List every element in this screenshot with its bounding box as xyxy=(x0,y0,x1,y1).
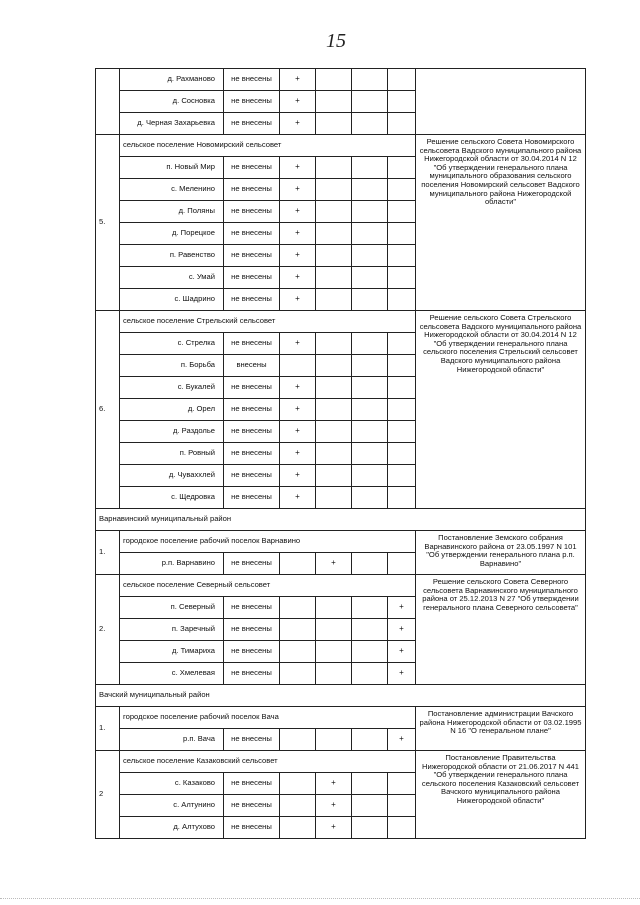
status-cell: не внесены xyxy=(224,773,280,795)
mark-cell: + xyxy=(280,465,316,487)
mark-cell xyxy=(388,377,416,399)
status-cell: не внесены xyxy=(224,597,280,619)
settlement-name: п. Северный xyxy=(120,597,224,619)
settlement-name: с. Меленино xyxy=(120,179,224,201)
group-title: сельское поселение Новомирский сельсовет xyxy=(120,135,416,157)
status-cell: не внесены xyxy=(224,729,280,751)
mark-cell xyxy=(388,113,416,135)
mark-cell: + xyxy=(280,267,316,289)
mark-cell xyxy=(316,91,352,113)
group-title: сельское поселение Казаковский сельсовет xyxy=(120,751,416,773)
settlement-group-header xyxy=(96,707,586,729)
mark-cell xyxy=(280,663,316,685)
group-note xyxy=(416,69,586,135)
mark-cell xyxy=(316,179,352,201)
mark-cell xyxy=(388,179,416,201)
status-cell: не внесены xyxy=(224,487,280,509)
mark-cell xyxy=(352,333,388,355)
mark-cell: + xyxy=(280,333,316,355)
settlement-name: р.п. Варнавино xyxy=(120,553,224,575)
mark-cell xyxy=(316,289,352,311)
settlement-name: с. Умай xyxy=(120,267,224,289)
mark-cell xyxy=(352,553,388,575)
mark-cell: + xyxy=(388,597,416,619)
mark-cell xyxy=(316,465,352,487)
group-title: сельское поселение Северный сельсовет xyxy=(120,575,416,597)
status-cell: не внесены xyxy=(224,817,280,839)
mark-cell xyxy=(316,377,352,399)
group-note: Постановление администрации Вачского района Нижегородской области от 03.02.1995 N 16 "О генеральном плане" xyxy=(416,707,586,751)
mark-cell: + xyxy=(280,223,316,245)
mark-cell xyxy=(352,817,388,839)
mark-cell: + xyxy=(316,795,352,817)
mark-cell: + xyxy=(280,487,316,509)
settlement-name: с. Шадрино xyxy=(120,289,224,311)
mark-cell xyxy=(316,223,352,245)
region-row xyxy=(96,685,586,707)
mark-cell xyxy=(352,487,388,509)
group-note: Решение сельского Совета Стрельского сельсовета Вадского муниципального района Нижегородской области от 30.04.2014 N 12 "Об утверждении генерального плана сельского поселения Стрельский сельсовет Вадского муниципального района Нижегородской области" xyxy=(416,311,586,509)
mark-cell xyxy=(352,641,388,663)
mark-cell xyxy=(316,355,352,377)
mark-cell xyxy=(388,399,416,421)
status-cell: не внесены xyxy=(224,663,280,685)
status-cell: не внесены xyxy=(224,465,280,487)
mark-cell: + xyxy=(280,399,316,421)
mark-cell xyxy=(388,465,416,487)
settlement-group-header xyxy=(96,531,586,553)
region-name: Вачский муниципальный район xyxy=(96,685,586,707)
group-number: 1. xyxy=(96,531,120,575)
status-cell: не внесены xyxy=(224,69,280,91)
mark-cell xyxy=(316,113,352,135)
mark-cell xyxy=(352,245,388,267)
mark-cell xyxy=(388,817,416,839)
mark-cell xyxy=(352,597,388,619)
mark-cell: + xyxy=(280,157,316,179)
mark-cell xyxy=(388,223,416,245)
mark-cell: + xyxy=(280,69,316,91)
mark-cell xyxy=(352,289,388,311)
mark-cell: + xyxy=(280,377,316,399)
status-cell: не внесены xyxy=(224,795,280,817)
status-cell: не внесены xyxy=(224,421,280,443)
group-number xyxy=(96,69,120,135)
settlement-name: с. Стрелка xyxy=(120,333,224,355)
mark-cell xyxy=(316,333,352,355)
mark-cell xyxy=(316,267,352,289)
status-cell: не внесены xyxy=(224,267,280,289)
mark-cell xyxy=(280,729,316,751)
mark-cell xyxy=(352,267,388,289)
settlement-name: д. Рахманово xyxy=(120,69,224,91)
mark-cell: + xyxy=(280,91,316,113)
region-name: Варнавинский муниципальный район xyxy=(96,509,586,531)
mark-cell xyxy=(280,619,316,641)
group-note: Решение сельского Совета Новомирского сельсовета Вадского муниципального района Нижегородской области от 30.04.2014 N 12 "Об утверждении генерального плана муниципального образования сельского поселения Новомирский сельсовет Вадского муниципального района Нижегородской области" xyxy=(416,135,586,311)
mark-cell: + xyxy=(280,179,316,201)
group-number: 2. xyxy=(96,575,120,685)
status-cell: не внесены xyxy=(224,333,280,355)
mark-cell xyxy=(280,773,316,795)
mark-cell: + xyxy=(280,201,316,223)
page-bottom-edge xyxy=(0,898,640,903)
status-cell: не внесены xyxy=(224,289,280,311)
mark-cell xyxy=(316,69,352,91)
settlement-name: с. Букалей xyxy=(120,377,224,399)
mark-cell xyxy=(388,289,416,311)
mark-cell xyxy=(388,355,416,377)
settlement-name: п. Борьба xyxy=(120,355,224,377)
mark-cell xyxy=(388,91,416,113)
settlement-name: с. Щедровка xyxy=(120,487,224,509)
mark-cell xyxy=(352,201,388,223)
table-row xyxy=(96,69,586,91)
group-title: городское поселение рабочий поселок Варнавино xyxy=(120,531,416,553)
mark-cell xyxy=(352,91,388,113)
mark-cell xyxy=(388,245,416,267)
mark-cell xyxy=(316,245,352,267)
mark-cell: + xyxy=(316,773,352,795)
mark-cell xyxy=(352,377,388,399)
mark-cell: + xyxy=(280,113,316,135)
mark-cell xyxy=(316,157,352,179)
settlement-name: д. Раздолье xyxy=(120,421,224,443)
mark-cell xyxy=(280,553,316,575)
mark-cell: + xyxy=(388,641,416,663)
mark-cell xyxy=(352,773,388,795)
mark-cell xyxy=(352,113,388,135)
mark-cell xyxy=(316,201,352,223)
status-cell: не внесены xyxy=(224,91,280,113)
mark-cell xyxy=(352,223,388,245)
status-cell: не внесены xyxy=(224,157,280,179)
mark-cell xyxy=(280,641,316,663)
region-row xyxy=(96,509,586,531)
settlement-name: с. Алтунино xyxy=(120,795,224,817)
mark-cell: + xyxy=(388,619,416,641)
mark-cell xyxy=(316,443,352,465)
mark-cell: + xyxy=(316,553,352,575)
settlement-name: п. Равенство xyxy=(120,245,224,267)
settlement-name: д. Алтухово xyxy=(120,817,224,839)
mark-cell xyxy=(388,443,416,465)
mark-cell xyxy=(388,157,416,179)
mark-cell xyxy=(316,421,352,443)
mark-cell xyxy=(388,553,416,575)
status-cell: не внесены xyxy=(224,399,280,421)
settlement-name: п. Ровный xyxy=(120,443,224,465)
mark-cell xyxy=(352,663,388,685)
mark-cell xyxy=(352,69,388,91)
mark-cell: + xyxy=(280,421,316,443)
mark-cell: + xyxy=(316,817,352,839)
mark-cell xyxy=(352,465,388,487)
group-number: 2 xyxy=(96,751,120,839)
mark-cell xyxy=(388,69,416,91)
mark-cell xyxy=(316,619,352,641)
mark-cell xyxy=(352,399,388,421)
mark-cell xyxy=(280,795,316,817)
settlement-name: д. Тимариха xyxy=(120,641,224,663)
page-number: 15 xyxy=(326,30,346,52)
mark-cell xyxy=(352,179,388,201)
mark-cell xyxy=(280,597,316,619)
group-note: Постановление Правительства Нижегородской области от 21.06.2017 N 441 "Об утверждении генерального плана сельского поселения Казаковский сельсовет Вачского муниципального района Нижегородской области" xyxy=(416,751,586,839)
group-number: 5. xyxy=(96,135,120,311)
settlements-table xyxy=(95,68,586,839)
settlement-group-header xyxy=(96,751,586,773)
mark-cell xyxy=(388,201,416,223)
settlement-group-header xyxy=(96,575,586,597)
settlement-name: с. Казаково xyxy=(120,773,224,795)
settlement-name: д. Порецкое xyxy=(120,223,224,245)
group-note: Решение сельского Совета Северного сельсовета Варнавинского муниципального района от 25.12.2013 N 27 "Об утверждении генерального плана Северного сельсовета" xyxy=(416,575,586,685)
settlement-name: п. Новый Мир xyxy=(120,157,224,179)
group-number: 1. xyxy=(96,707,120,751)
mark-cell: + xyxy=(280,245,316,267)
settlement-name: п. Заречный xyxy=(120,619,224,641)
mark-cell xyxy=(352,421,388,443)
group-title: сельское поселение Стрельский сельсовет xyxy=(120,311,416,333)
status-cell: не внесены xyxy=(224,553,280,575)
mark-cell xyxy=(352,795,388,817)
mark-cell xyxy=(352,355,388,377)
status-cell: не внесены xyxy=(224,377,280,399)
mark-cell xyxy=(388,421,416,443)
status-cell: не внесены xyxy=(224,223,280,245)
status-cell: не внесены xyxy=(224,201,280,223)
settlement-name: д. Черная Захарьевка xyxy=(120,113,224,135)
settlement-name: д. Орел xyxy=(120,399,224,421)
mark-cell xyxy=(352,443,388,465)
status-cell: не внесены xyxy=(224,245,280,267)
mark-cell: + xyxy=(388,663,416,685)
status-cell: внесены xyxy=(224,355,280,377)
mark-cell xyxy=(280,355,316,377)
mark-cell xyxy=(352,157,388,179)
settlement-group-header xyxy=(96,311,586,333)
mark-cell xyxy=(316,597,352,619)
mark-cell xyxy=(316,729,352,751)
settlement-name: д. Поляны xyxy=(120,201,224,223)
settlement-group-header xyxy=(96,135,586,157)
settlement-name: д. Чуваххлей xyxy=(120,465,224,487)
group-title: городское поселение рабочий поселок Вача xyxy=(120,707,416,729)
mark-cell xyxy=(352,729,388,751)
mark-cell xyxy=(388,333,416,355)
status-cell: не внесены xyxy=(224,443,280,465)
settlement-name: р.п. Вача xyxy=(120,729,224,751)
status-cell: не внесены xyxy=(224,641,280,663)
mark-cell xyxy=(316,641,352,663)
group-number: 6. xyxy=(96,311,120,509)
mark-cell xyxy=(388,487,416,509)
mark-cell: + xyxy=(280,443,316,465)
mark-cell xyxy=(388,795,416,817)
status-cell: не внесены xyxy=(224,619,280,641)
mark-cell: + xyxy=(280,289,316,311)
settlement-name: д. Сосновка xyxy=(120,91,224,113)
status-cell: не внесены xyxy=(224,179,280,201)
mark-cell xyxy=(280,817,316,839)
mark-cell xyxy=(316,399,352,421)
mark-cell xyxy=(388,773,416,795)
group-note: Постановление Земского собрания Варнавинского района от 23.05.1997 N 101 "Об утверждении генерального плана р.п. Варнавино" xyxy=(416,531,586,575)
status-cell: не внесены xyxy=(224,113,280,135)
mark-cell xyxy=(352,619,388,641)
mark-cell xyxy=(388,267,416,289)
mark-cell: + xyxy=(388,729,416,751)
settlement-name: с. Хмелевая xyxy=(120,663,224,685)
mark-cell xyxy=(316,663,352,685)
mark-cell xyxy=(316,487,352,509)
